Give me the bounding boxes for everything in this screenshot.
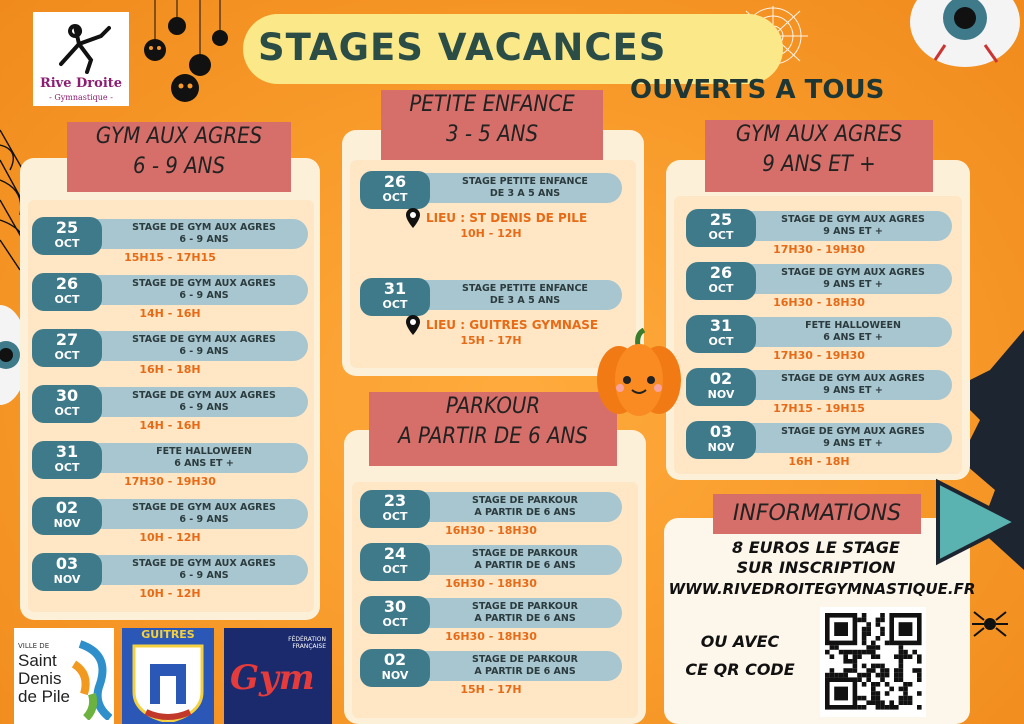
stage-label: STAGE DE GYM AUX AGRES 6 - 9 ANS xyxy=(132,278,276,301)
date-month: NOV xyxy=(707,388,735,401)
date-month: OCT xyxy=(708,282,734,295)
stage-label: STAGE DE GYM AUX AGRES 9 ANS ET + xyxy=(781,426,925,449)
stage-label: STAGE DE GYM AUX AGRES 6 - 9 ANS xyxy=(132,334,276,357)
date-month: OCT xyxy=(382,616,408,629)
guitres-logo xyxy=(122,628,214,724)
stage-label: STAGE DE PARKOUR A PARTIR DE 6 ANS xyxy=(471,495,578,518)
stage-label: STAGE DE GYM AUX AGRES 9 ANS ET + xyxy=(781,214,925,237)
petite-enfance-heading-line1: PETITE ENFANCE xyxy=(409,92,575,117)
stage-time: 16H30 - 18H30 xyxy=(445,524,537,537)
location-pin-icon xyxy=(406,315,420,335)
date-badge xyxy=(686,421,756,459)
date-month: OCT xyxy=(54,237,80,250)
date-month: OCT xyxy=(54,349,80,362)
gym-6-9-heading-line2: 6 - 9 ANS xyxy=(132,154,226,179)
saint-denis-line1: Saint xyxy=(18,651,57,670)
gym-9-heading-line1: GYM AUX AGRES xyxy=(735,122,903,147)
petite-enfance-heading-line2: 3 - 5 ANS xyxy=(445,122,539,147)
date-day: 26 xyxy=(709,263,733,282)
date-day: 30 xyxy=(383,597,407,616)
stage-label: STAGE DE GYM AUX AGRES 6 - 9 ANS xyxy=(132,502,276,525)
stage-time: 16H - 18H xyxy=(788,455,850,468)
date-month: OCT xyxy=(382,563,408,576)
saint-denis-name xyxy=(18,652,70,706)
stage-time: 16H - 18H xyxy=(139,363,201,376)
date-day: 30 xyxy=(55,386,79,405)
stage-label: STAGE DE PARKOUR A PARTIR DE 6 ANS xyxy=(471,654,578,677)
stage-time: 10H - 12H xyxy=(139,531,201,544)
stage-item xyxy=(686,211,952,241)
date-badge xyxy=(686,315,756,353)
arrow-decoration xyxy=(932,476,1020,568)
date-month: NOV xyxy=(53,573,81,586)
date-day: 02 xyxy=(709,369,733,388)
stage-location: LIEU : GUITRES GYMNASE xyxy=(426,318,599,332)
date-day: 03 xyxy=(55,554,79,573)
stage-label: FETE HALLOWEEN 6 ANS ET + xyxy=(805,320,901,343)
federation-logo xyxy=(224,628,332,724)
info-qr-line1: OU AVEC xyxy=(700,632,780,651)
stage-time: 15H15 - 17H15 xyxy=(124,251,216,264)
saint-denis-line3: de Pile xyxy=(18,687,70,706)
stage-location: LIEU : ST DENIS DE PILE xyxy=(426,211,588,225)
date-month: OCT xyxy=(382,510,408,523)
stage-time: 16H30 - 18H30 xyxy=(445,630,537,643)
date-month: NOV xyxy=(381,669,409,682)
qr-code[interactable] xyxy=(820,607,926,717)
stage-time: 14H - 16H xyxy=(139,419,201,432)
date-badge xyxy=(686,262,756,300)
date-month: OCT xyxy=(54,405,80,418)
stage-item xyxy=(686,370,952,400)
stage-item xyxy=(32,499,308,529)
date-month: OCT xyxy=(382,298,408,311)
stage-time: 10H - 12H xyxy=(139,587,201,600)
stage-time: 10H - 12H xyxy=(460,227,522,240)
stage-label: STAGE DE GYM AUX AGRES 6 - 9 ANS xyxy=(132,390,276,413)
date-day: 02 xyxy=(383,650,407,669)
info-qr-line2: CE QR CODE xyxy=(685,660,795,679)
stage-label: STAGE DE GYM AUX AGRES 9 ANS ET + xyxy=(781,373,925,396)
date-month: OCT xyxy=(54,293,80,306)
stage-item xyxy=(360,173,622,203)
stage-time: 17H30 - 19H30 xyxy=(773,243,865,256)
date-day: 31 xyxy=(55,442,79,461)
stage-label: STAGE DE GYM AUX AGRES 6 - 9 ANS xyxy=(132,558,276,581)
logo-subtitle: - Gymnastique - xyxy=(49,93,113,102)
petite-enfance-heading xyxy=(381,90,603,160)
guitres-label: GUITRES xyxy=(141,628,195,641)
date-badge xyxy=(32,497,102,535)
stage-time: 16H30 - 18H30 xyxy=(445,577,537,590)
stage-item xyxy=(360,280,622,310)
guitres-crest-icon xyxy=(130,642,206,722)
stage-item xyxy=(32,331,308,361)
date-badge xyxy=(360,490,430,528)
date-badge xyxy=(360,278,430,316)
info-price: 8 EUROS LE STAGE xyxy=(732,538,900,557)
date-badge xyxy=(32,329,102,367)
parkour-heading-line1: PARKOUR xyxy=(445,394,541,419)
stage-label: STAGE DE GYM AUX AGRES 6 - 9 ANS xyxy=(132,222,276,245)
date-month: OCT xyxy=(54,461,80,474)
federation-label: FÉDÉRATION FRANÇAISE xyxy=(288,636,326,650)
date-day: 23 xyxy=(383,491,407,510)
date-day: 25 xyxy=(55,218,79,237)
stage-time: 15H - 17H xyxy=(460,334,522,347)
stage-item xyxy=(360,598,622,628)
date-badge xyxy=(32,553,102,591)
date-day: 26 xyxy=(55,274,79,293)
stage-label: STAGE PETITE ENFANCE DE 3 A 5 ANS xyxy=(462,283,588,306)
stage-label: STAGE DE GYM AUX AGRES 9 ANS ET + xyxy=(781,267,925,290)
gym-6-9-heading-line1: GYM AUX AGRES xyxy=(95,124,263,149)
info-website-link[interactable]: WWW.RIVEDROITEGYMNASTIQUE.FR xyxy=(668,580,976,598)
hanging-pumpkins-decoration xyxy=(135,0,230,110)
stage-time: 17H30 - 19H30 xyxy=(124,475,216,488)
gym-9-heading xyxy=(705,120,933,192)
info-title: INFORMATIONS xyxy=(713,494,921,534)
date-badge xyxy=(32,217,102,255)
spider-icon xyxy=(972,606,1008,640)
saint-denis-label: VILLE DE xyxy=(18,642,50,650)
info-inscription: SUR INSCRIPTION xyxy=(736,558,896,577)
date-month: OCT xyxy=(708,229,734,242)
stage-item xyxy=(360,651,622,681)
eyeball-decoration xyxy=(905,0,1024,72)
stage-label: STAGE DE PARKOUR A PARTIR DE 6 ANS xyxy=(471,548,578,571)
date-badge xyxy=(360,543,430,581)
stage-item xyxy=(32,387,308,417)
stage-item xyxy=(686,317,952,347)
date-badge xyxy=(32,441,102,479)
stage-time: 14H - 16H xyxy=(139,307,201,320)
saint-denis-line2: Denis xyxy=(18,669,62,688)
stage-item xyxy=(32,555,308,585)
gym-6-9-heading xyxy=(67,122,291,192)
saint-denis-logo xyxy=(14,628,114,724)
saint-denis-emblem-icon xyxy=(70,634,112,720)
date-day: 03 xyxy=(709,422,733,441)
page-subtitle: OUVERTS A TOUS xyxy=(630,75,885,105)
date-day: 27 xyxy=(55,330,79,349)
date-day: 26 xyxy=(383,172,407,191)
date-day: 02 xyxy=(55,498,79,517)
date-badge xyxy=(686,368,756,406)
stage-item xyxy=(32,219,308,249)
qr-code-image xyxy=(820,607,926,717)
gym-9-heading-line2: 9 ANS ET + xyxy=(762,152,876,177)
stage-item xyxy=(360,492,622,522)
gymnast-silhouette-icon xyxy=(51,14,111,74)
stage-label: FETE HALLOWEEN 6 ANS ET + xyxy=(156,446,252,469)
date-month: OCT xyxy=(708,335,734,348)
stage-time: 17H30 - 19H30 xyxy=(773,349,865,362)
parkour-heading xyxy=(369,392,617,466)
date-badge xyxy=(360,171,430,209)
date-badge xyxy=(32,385,102,423)
stage-item xyxy=(686,423,952,453)
stage-item xyxy=(32,275,308,305)
parkour-heading-line2: A PARTIR DE 6 ANS xyxy=(398,424,588,449)
stage-time: 15H - 17H xyxy=(460,683,522,696)
date-badge xyxy=(686,209,756,247)
stage-item xyxy=(686,264,952,294)
date-day: 25 xyxy=(709,210,733,229)
location-pin-icon xyxy=(406,208,420,228)
federation-gym-text: Gym xyxy=(230,658,315,698)
date-day: 31 xyxy=(383,279,407,298)
stage-time: 16H30 - 18H30 xyxy=(773,296,865,309)
logo-name: Rive Droite xyxy=(39,76,123,91)
date-month: OCT xyxy=(382,191,408,204)
club-logo xyxy=(33,12,129,106)
stage-item xyxy=(32,443,308,473)
pumpkin-icon xyxy=(594,328,684,420)
date-day: 24 xyxy=(383,544,407,563)
date-badge xyxy=(32,273,102,311)
date-month: NOV xyxy=(707,441,735,454)
stage-label: STAGE PETITE ENFANCE DE 3 A 5 ANS xyxy=(462,176,588,199)
date-month: NOV xyxy=(53,517,81,530)
page-title: STAGES VACANCES xyxy=(258,26,667,69)
stage-time: 17H15 - 19H15 xyxy=(773,402,865,415)
date-badge xyxy=(360,596,430,634)
stage-item xyxy=(360,545,622,575)
date-day: 31 xyxy=(709,316,733,335)
stage-label: STAGE DE PARKOUR A PARTIR DE 6 ANS xyxy=(471,601,578,624)
date-badge xyxy=(360,649,430,687)
